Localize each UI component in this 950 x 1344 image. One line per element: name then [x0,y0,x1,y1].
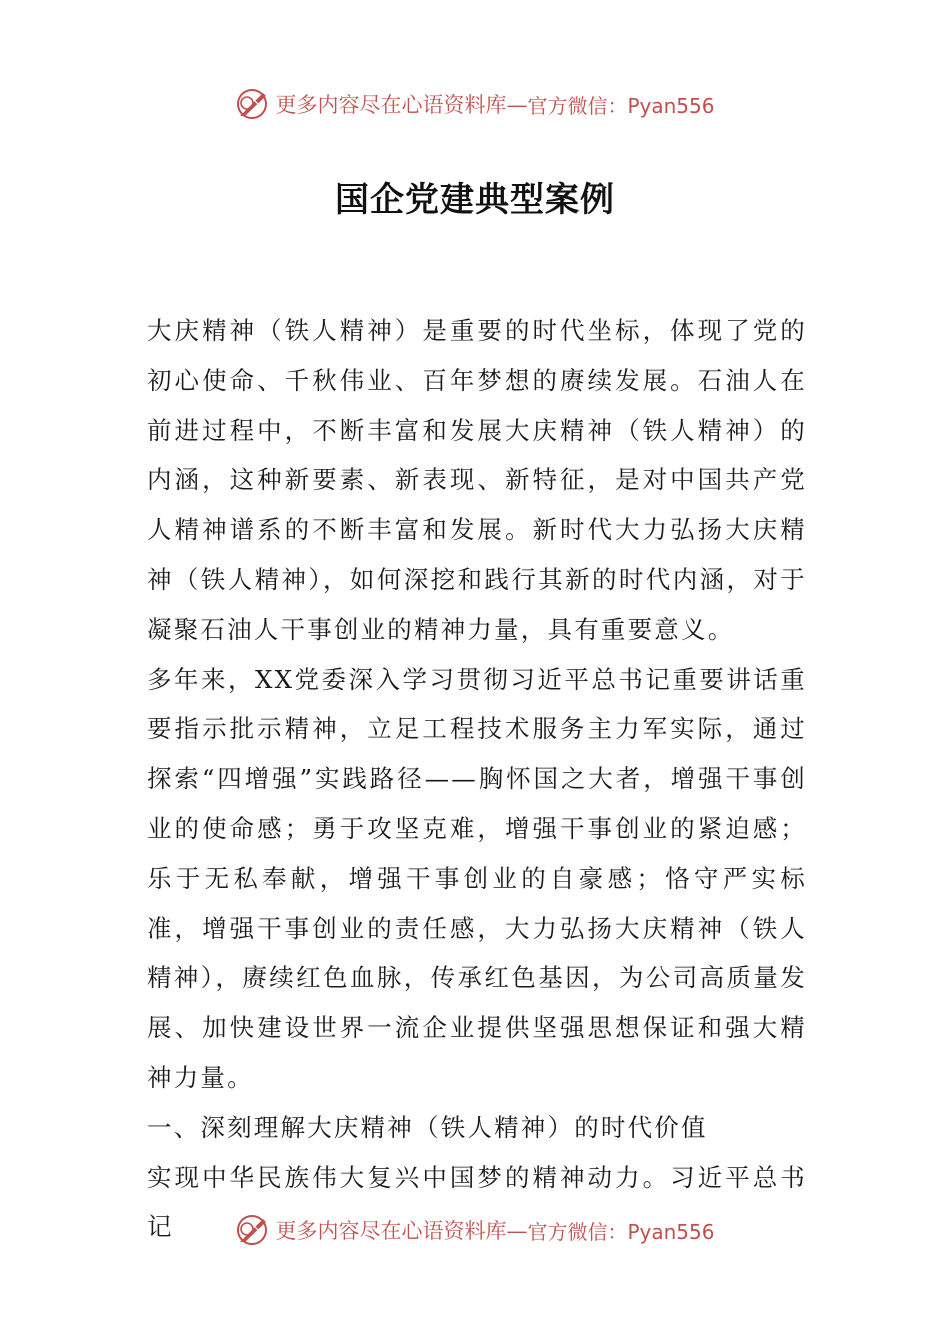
page-title: 国企党建典型案例 [335,180,615,220]
paragraph-section-start: 实现中华民族伟大复兴中国梦的精神动力。习近平总书记 [147,1162,807,1242]
section-heading: 一、深刻理解大庆精神（铁人精神）的时代价值 [147,1112,708,1142]
document-body [147,306,807,1252]
paragraph-practice: 多年来，XX党委深入学习贯彻习近平总书记重要讲话重要指示批示精神，立足工程技术服务主力军实际，通过探索“四增强”实践路径——胸怀国之大者，增强干事创业的使命感；勇于攻坚克难，增强干事创业的紧迫感；乐于无私奉献，增强干事创业的自豪感；恪守严实标准，增强干事创业的责任感，大力弘扬大庆精神（铁人精神），赓续红色血脉，传承红色基因，为公司高质量发展、加快建设世界一流企业提供坚强思想保证和强大精神力量。 [147,664,807,1092]
header-banner-text: 更多内容尽在心语资料库— [275,93,528,117]
quill-pen-logo-icon [235,87,269,121]
paragraph-intro: 大庆精神（铁人精神）是重要的时代坐标，体现了党的初心使命、千秋伟业、百年梦想的赓续发展。石油人在前进过程中，不断丰富和发展大庆精神（铁人精神）的内涵，这种新要素、新表现、新特征，是对中国共产党人精神谱系的不断丰富和发展。新时代大力弘扬大庆精神（铁人精神），如何深挖和践行其新的时代内涵，对于凝聚石油人干事创业的精神力量，具有重要意义。 [147,316,807,644]
footer-banner-wechat: 官方微信：Pyan556 [527,1219,715,1244]
header-banner [0,84,950,124]
header-banner-wechat: 官方微信：Pyan556 [527,93,715,118]
quill-pen-logo-icon [235,1213,269,1247]
footer-banner-text: 更多内容尽在心语资料库— [275,1219,528,1243]
footer-banner [0,1210,950,1250]
